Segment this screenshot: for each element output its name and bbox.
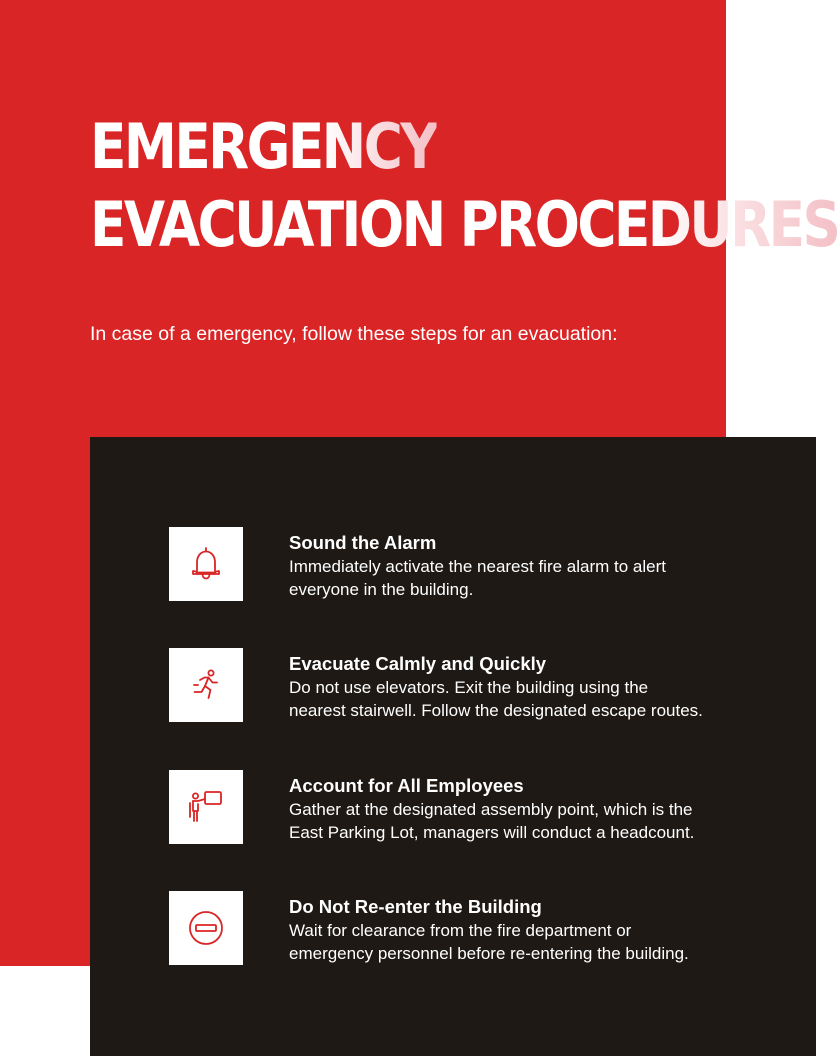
no-entry-icon — [186, 908, 226, 948]
intro-text: In case of a emergency, follow these steps for an evacuation: — [90, 323, 618, 345]
step-title: Account for All Employees — [289, 775, 524, 796]
presenter-board-icon — [186, 787, 226, 827]
step-description-line: nearest stairwell. Follow the designated escape routes. — [289, 701, 703, 720]
step-text — [289, 531, 759, 601]
title-line-2-fade: DURES — [647, 188, 838, 261]
title-line-1-fade: NCY — [321, 110, 437, 183]
running-person-icon — [186, 665, 226, 705]
bell-icon — [186, 544, 226, 584]
title-line-1-solid: EMERGE — [90, 110, 322, 183]
step-icon-box — [169, 891, 243, 965]
step-text — [289, 895, 759, 965]
title-line-2-solid: EVACUATION PROCE — [90, 188, 648, 261]
step-icon-box — [169, 648, 243, 722]
step-description-line: East Parking Lot, managers will conduct a headcount. — [289, 823, 695, 842]
step-description-line: Gather at the designated assembly point, which is the — [289, 800, 693, 819]
step-title: Evacuate Calmly and Quickly — [289, 653, 547, 674]
step-icon-box — [169, 527, 243, 601]
step-title: Do Not Re-enter the Building — [289, 896, 542, 917]
step-description-line: Wait for clearance from the fire department or — [289, 921, 632, 940]
title-line-2 — [90, 186, 838, 264]
step-description-line: Immediately activate the nearest fire alarm to alert — [289, 557, 666, 576]
page-title — [90, 108, 838, 264]
step-description-line: everyone in the building. — [289, 580, 474, 599]
step-icon-box — [169, 770, 243, 844]
step-title: Sound the Alarm — [289, 532, 437, 553]
step-text — [289, 652, 759, 722]
step-description-line: Do not use elevators. Exit the building using the — [289, 678, 649, 697]
step-text — [289, 774, 759, 844]
title-line-1 — [90, 108, 838, 186]
step-description-line: emergency personnel before re-entering the building. — [289, 944, 689, 963]
steps-panel — [90, 437, 816, 1056]
